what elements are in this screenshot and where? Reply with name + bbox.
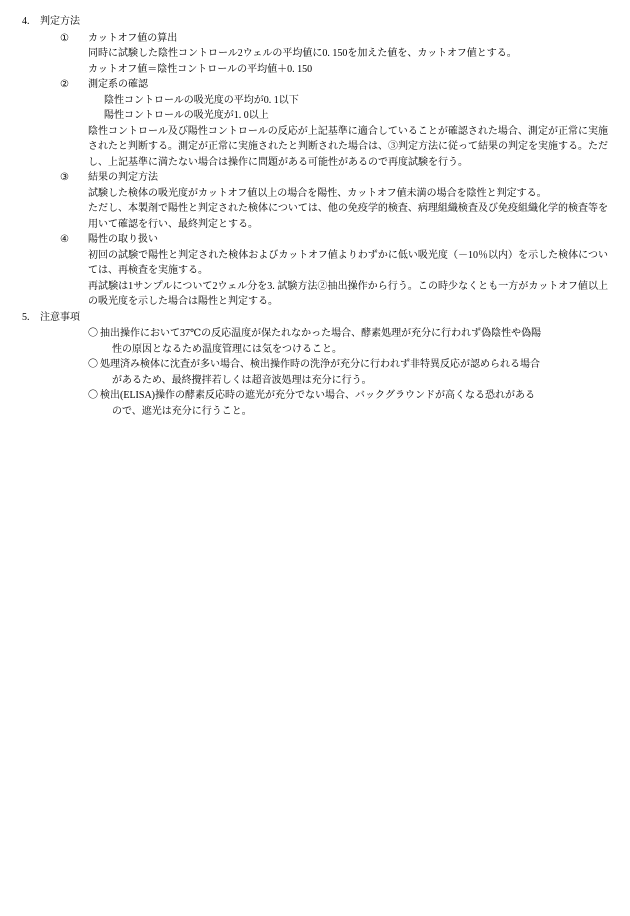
item-title: 陽性の取り扱い (88, 234, 158, 245)
bullet-text: 検出(ELISA)操作の酵素反応時の遮光が充分でない場合、バックグラウンドが高くなる恐れがある (100, 390, 535, 401)
paragraph: 同時に試験した陰性コントロール2ウェルの平均値に0. 150を加えた値を、カットオフ値とする。 (88, 48, 517, 59)
item-title: カットオフ値の算出 (88, 32, 178, 44)
list-item (88, 326, 608, 342)
bullet-text: 抽出操作において37℃の反応温度が保たれなかった場合、酵素処理が充分に行われず偽陰性や偽陽 (100, 328, 542, 339)
item-title: 結果の判定方法 (88, 172, 158, 183)
sub-paragraph: 陰性コントロールの吸光度の平均が0. 1以下 (104, 94, 299, 106)
section-precautions (14, 310, 608, 420)
bullet-continuation: 性の原因となるため温度管理には気をつけること。 (112, 343, 342, 355)
circle-bullet-icon: 〇 (88, 328, 98, 339)
list-item (60, 170, 608, 232)
list-item (60, 31, 608, 78)
item-heading (60, 31, 608, 47)
bullet-list (60, 326, 608, 419)
section-number: 4. (22, 16, 30, 27)
sub-paragraph: 陽性コントロールの吸光度が1. 0以上 (104, 110, 269, 121)
list-item (88, 388, 608, 404)
item-heading (60, 77, 608, 93)
item-number: ③ (60, 172, 69, 183)
paragraph: カットオフ値＝陰性コントロールの平均値＋0. 150 (88, 63, 313, 75)
item-number: ② (60, 79, 69, 90)
paragraph: 陰性コントロール及び陽性コントロールの反応が上記基準に適合していることが確認された場合、測定が正常に実施されたと判断する。測定が正常に実施されたと判断された場合は、③判定方法に従って結果の判定を実施する。ただし、上記基準に満たない場合は操作に問題がある可能性があるので再度試験を行う。 (88, 125, 608, 168)
item-number: ④ (60, 234, 69, 245)
bullet-continuation: があるため、最終攪拌若しくは超音波処理は充分に行う。 (112, 374, 372, 386)
section-heading (14, 310, 608, 326)
item-number: ① (60, 32, 69, 44)
paragraph: 試験した検体の吸光度がカットオフ値以上の場合を陽性、カットオフ値未満の場合を陰性と判定する。 (88, 187, 547, 199)
item-title: 測定系の確認 (88, 79, 148, 90)
section-judgement-method (14, 14, 608, 310)
list-item (60, 77, 608, 170)
circle-bullet-icon: 〇 (88, 359, 98, 370)
item-heading (60, 232, 608, 248)
bullet-text: 処理済み検体に沈査が多い場合、検出操作時の洗浄が充分に行われず非特異反応が認められる場合 (100, 359, 540, 370)
list-item (60, 232, 608, 310)
paragraph: 初回の試験で陽性と判定された検体およびカットオフ値よりわずかに低い吸光度（－10％以内）を示した検体については、再検査を実施する。 (88, 249, 608, 276)
section-title: 判定方法 (40, 16, 80, 27)
list-item (88, 357, 608, 373)
item-heading (60, 170, 608, 186)
circle-bullet-icon: 〇 (88, 390, 98, 401)
paragraph: ただし、本製剤で陽性と判定された検体については、他の免疫学的検査、病理組織検査及び免疫組織化学的検査等を用いて確認を行い、最終判定とする。 (88, 203, 608, 230)
paragraph: 再試験は1サンプルについて2ウェル分を3. 試験方法②抽出操作から行う。この時少なくとも一方がカットオフ値以上の吸光度を示した場合は陽性と判定する。 (88, 280, 608, 307)
section-title: 注意事項 (40, 311, 80, 323)
bullet-continuation: ので、遮光は充分に行うこと。 (112, 405, 252, 417)
section-number: 5. (22, 311, 30, 323)
section-heading (14, 14, 608, 30)
